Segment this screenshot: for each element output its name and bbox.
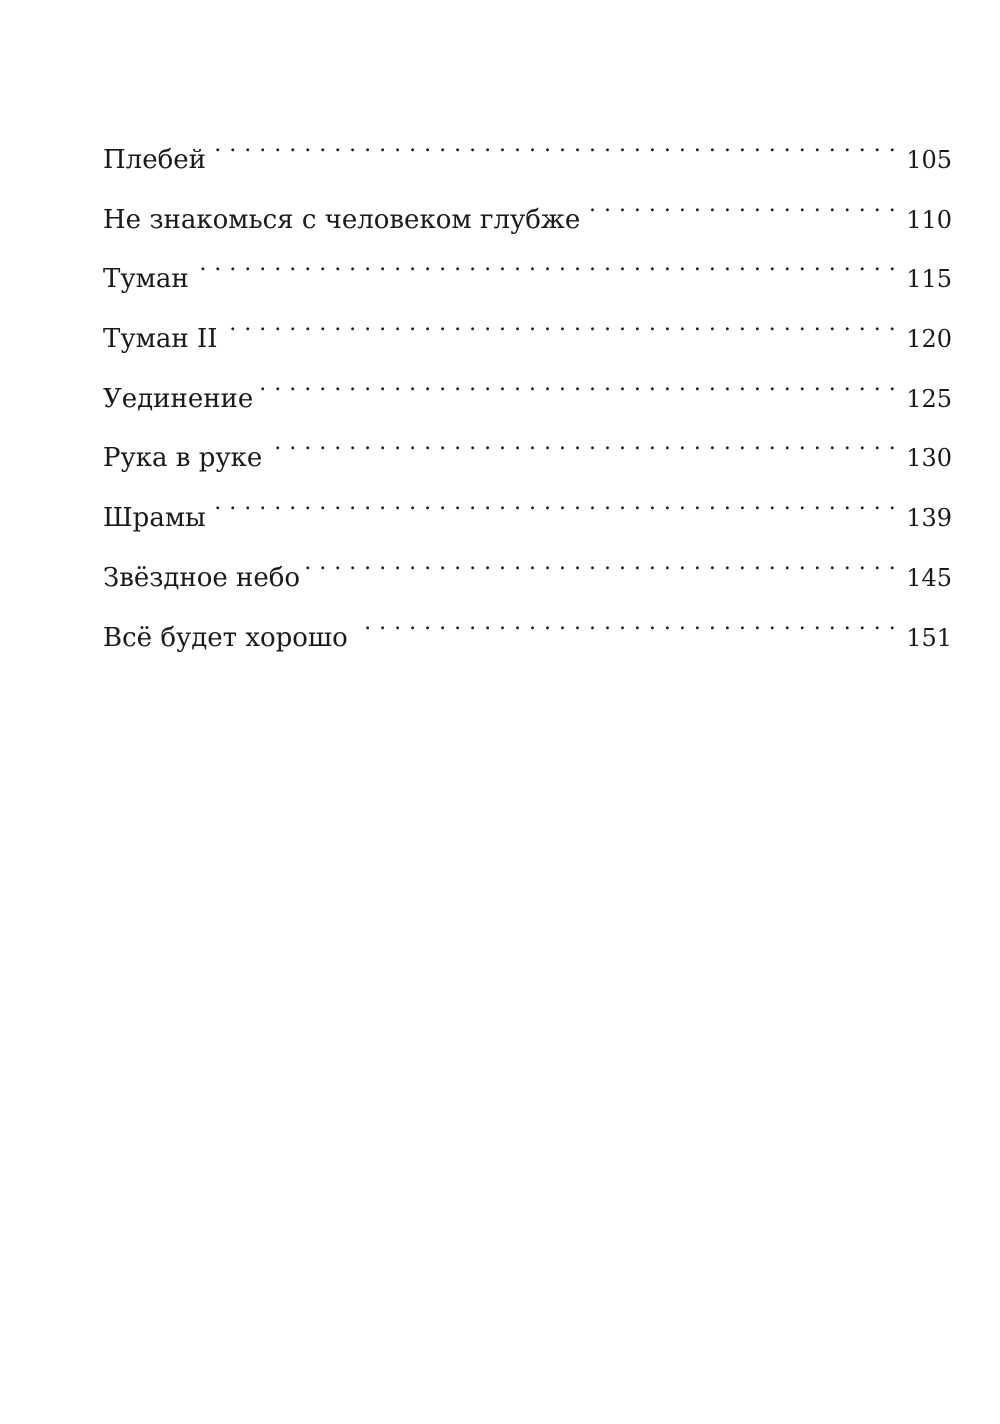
toc-entry-page-number: 130: [906, 444, 952, 473]
toc-entry-title: Плебей: [103, 145, 206, 175]
toc-entry-page-number: 151: [906, 623, 952, 652]
toc-entry: [103, 122, 952, 182]
toc-entry-page-number: 110: [906, 205, 952, 234]
toc-entry: [103, 301, 952, 361]
toc-entry-page-number: 115: [906, 265, 952, 294]
toc-entry-title: Туман: [103, 264, 189, 295]
toc-entry: [103, 182, 952, 242]
dot-leader: [212, 480, 896, 526]
toc-entry: [103, 600, 952, 660]
toc-entry: [103, 540, 952, 600]
toc-entry: [103, 420, 952, 480]
toc-entry-page-number: 139: [906, 504, 952, 533]
dot-leader: [224, 301, 897, 347]
toc-entry-page-number: 105: [906, 146, 952, 174]
toc-entry: [103, 480, 952, 540]
toc-entry-page-number: 120: [906, 325, 952, 354]
toc-entry-page-number: 145: [906, 563, 952, 592]
toc-entry: [103, 241, 952, 301]
dot-leader: [586, 182, 896, 228]
dot-leader: [195, 241, 896, 287]
toc-entry-title: Уединение: [103, 383, 254, 414]
dot-leader: [354, 600, 896, 646]
toc-entry-title: Всё будет хорошо: [103, 622, 348, 653]
toc-entry-title: Звёздное небо: [103, 562, 301, 593]
dot-leader: [306, 540, 896, 586]
dot-leader: [268, 420, 896, 466]
toc-entry: [103, 361, 952, 421]
dot-leader: [212, 122, 896, 168]
toc-entry-title: Рука в руке: [103, 443, 263, 474]
toc-entry-title: Не знакомься с человеком глубже: [103, 204, 581, 235]
toc-entry-title: Шрамы: [103, 503, 206, 534]
toc-entry-title: Туман II: [103, 324, 218, 355]
toc-entry-page-number: 125: [906, 384, 952, 413]
table-of-contents: [103, 122, 952, 659]
dot-leader: [259, 361, 896, 407]
